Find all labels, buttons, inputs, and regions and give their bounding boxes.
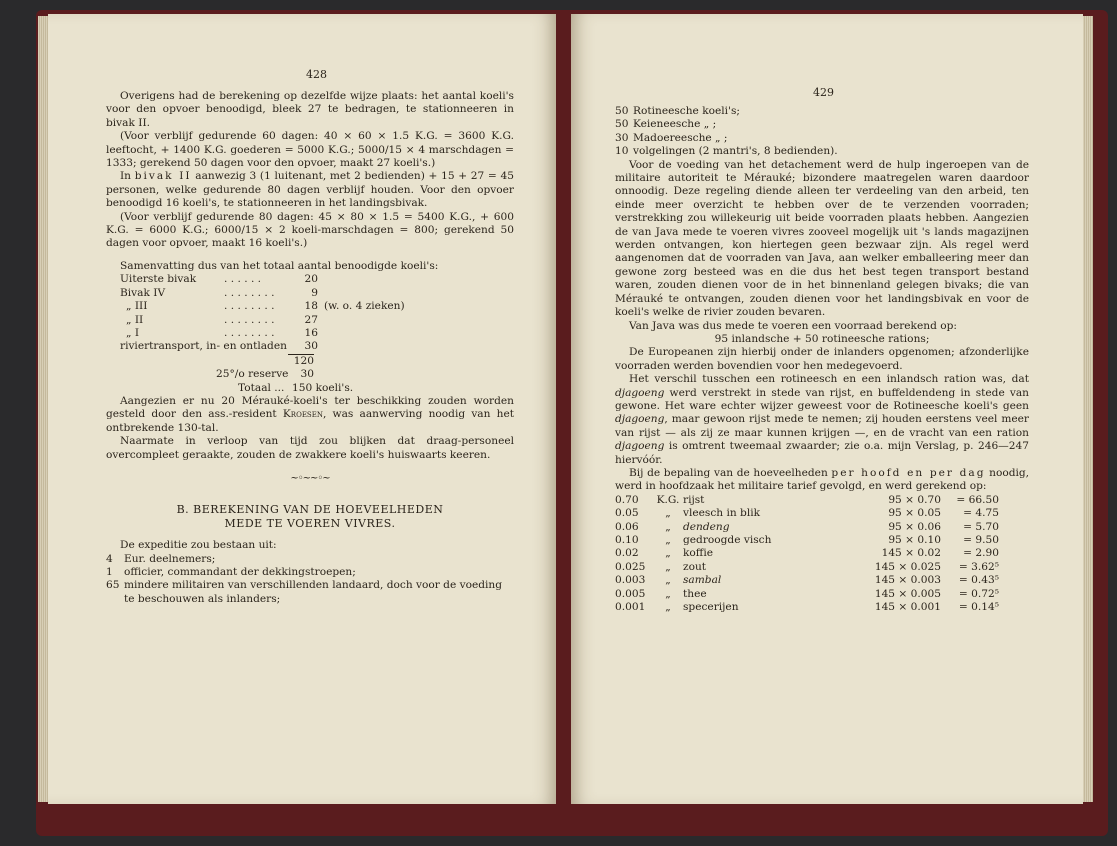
ration-unit: „ — [665, 547, 671, 560]
section-heading-sub: MEDE TE VOEREN VIVRES. — [224, 516, 396, 530]
ration-qty: 0.06 — [615, 520, 639, 533]
paragraph: (Voor verblijf gedurende 80 dagen: 45 × 80 × 1.5 = 5400 K.G., + 600 K.G. = 6000 K.G.; 6000/15 × 2 koeli-marschdagen = 800; gerekend 50 dagen voor opvoer, maakt 16 koeli's.) — [106, 210, 514, 250]
item-count: 50 — [615, 105, 629, 117]
total-value: 150 koeli's. — [292, 381, 354, 394]
ration-qty: 0.70 — [615, 493, 639, 506]
ration-result: = 4.75 — [963, 507, 999, 520]
ration-unit: „ — [665, 534, 671, 546]
summary-row — [120, 327, 514, 340]
summary-row — [120, 300, 514, 313]
ornament: ~◦~~◦~ — [290, 472, 330, 484]
ration-item: thee — [683, 587, 707, 600]
ration-calc: 95 × 0.10 — [888, 534, 941, 546]
table-row — [615, 507, 1029, 520]
italic-term: djagoeng — [615, 413, 665, 426]
item-count: 50 — [615, 118, 629, 131]
italic-term: djagoeng — [615, 386, 665, 399]
summary-row — [120, 273, 514, 286]
text-span: noodig, werd in hoofdzaak het militaire tarief gevolgd, en werd gerekend op: — [615, 466, 1030, 493]
ration-item: vleesch in blik — [683, 507, 761, 520]
ration-unit: „ — [665, 601, 671, 614]
ration-calc: 95 × 0.06 — [888, 520, 941, 533]
list-item — [615, 132, 1029, 145]
table-row — [615, 574, 1029, 587]
ration-result: = 9.50 — [963, 534, 999, 546]
text-span: Bij de bepaling van de hoeveelheden — [629, 466, 832, 479]
page-number: 429 — [813, 86, 834, 99]
summary-label: Uiterste bivak — [120, 273, 197, 286]
total-label: Totaal ... — [238, 381, 285, 394]
reserve-label: 25°/o reserve — [216, 368, 289, 381]
summary-dots: . . . . . . . . — [224, 300, 275, 313]
item-text: volgelingen (2 mantri's, 8 bedienden). — [633, 145, 838, 158]
item-count: 65 — [106, 579, 120, 592]
ration-item: sambal — [683, 574, 722, 587]
summary-note — [318, 287, 324, 300]
right-page — [571, 14, 1083, 804]
ration-result: = 2.90 — [963, 547, 999, 560]
item-text: Keieneesche „ ; — [633, 118, 717, 131]
ration-unit: „ — [665, 574, 671, 587]
ration-result: = 0.43⁵ — [958, 574, 999, 587]
text-span: werd verstrekt in stede van rijst, en buffeldendeng in stede van gewone. Het ware echter wijzer geweest voor de Rotineesche koeli's geen — [615, 386, 1029, 412]
text-span: Aangezien er nu 20 Mérauké-koeli's ter beschikking zouden worden gesteld door den ass.-resident — [106, 394, 514, 421]
summary-value: 20 — [304, 273, 318, 286]
table-row — [615, 547, 1029, 560]
ration-calc: 145 × 0.025 — [874, 560, 941, 573]
summary-label: „ III — [126, 300, 148, 313]
right-text-block — [615, 105, 1029, 614]
paragraph: Overigens had de berekening op dezelfde wijze plaats: het aantal koeli's voor den opvoer benoodigd, bleek 27 te bedragen, te stationneeren in bivak II. — [106, 90, 514, 129]
summary-note — [318, 314, 324, 327]
paragraph — [106, 170, 514, 210]
paragraph: Van Java was dus mede te voeren een voorraad berekend op: — [629, 319, 957, 332]
item-text: Madoereesche „ ; — [633, 131, 728, 144]
left-text-block — [106, 90, 514, 606]
item-text: Eur. deelnemers; — [124, 552, 216, 565]
ration-unit: K.G. — [656, 493, 680, 506]
reserve-row — [216, 368, 514, 381]
list-item — [615, 105, 1029, 118]
summary-note — [318, 273, 324, 286]
summary-value: 30 — [304, 340, 318, 353]
table-row — [615, 494, 1029, 507]
item-count: 30 — [615, 131, 629, 144]
list-item — [106, 553, 514, 566]
summary-note: (w. o. 4 zieken) — [324, 300, 405, 313]
ration-unit: „ — [665, 587, 671, 600]
list-item — [106, 579, 514, 606]
summary-note — [318, 340, 324, 353]
ration-table — [615, 494, 1029, 615]
summary-dots: . . . . . . . . — [224, 313, 275, 326]
summary-note — [318, 327, 324, 340]
summary-label: Bivak IV — [120, 286, 166, 299]
summary-dots: . . . . . . . . — [224, 286, 275, 299]
ration-calc: 95 × 0.05 — [888, 507, 941, 520]
ration-calc: 95 × 0.70 — [888, 493, 941, 506]
text-span: In — [120, 170, 135, 183]
summary-intro: Samenvatting dus van het totaal aantal benoodigde koeli's: — [120, 259, 439, 272]
summary-value: 18 — [304, 300, 318, 313]
list-item — [106, 566, 514, 579]
reserve-value: 30 — [300, 368, 314, 381]
paragraph — [615, 467, 1029, 494]
item-count: 4 — [106, 552, 113, 565]
ration-unit: „ — [665, 520, 671, 533]
table-row — [615, 521, 1029, 534]
text-span: , was aanwerving noodig van het ontbrekende 130-tal. — [106, 408, 514, 434]
ration-calc: 145 × 0.005 — [874, 587, 941, 600]
item-text: mindere militairen van verschillenden landaard, doch voor de voeding te beschouwen als inlanders; — [124, 579, 503, 605]
summary-row — [120, 340, 514, 353]
ration-qty: 0.005 — [615, 587, 646, 600]
item-count: 1 — [106, 566, 113, 578]
ration-item: specerijen — [683, 601, 739, 614]
summary-table — [120, 273, 514, 353]
ration-item: rijst — [683, 493, 705, 506]
name-smallcaps: Kroesen — [282, 408, 323, 421]
ration-item: dendeng — [683, 520, 730, 533]
ration-item: gedroogde visch — [683, 534, 772, 546]
item-count: 10 — [615, 145, 629, 158]
ration-unit: „ — [665, 560, 671, 573]
expedition-intro: De expeditie zou bestaan uit: — [120, 539, 277, 552]
summary-dots: . . . . . . . . — [224, 326, 275, 339]
summary-value: 9 — [311, 286, 318, 299]
personnel-list — [615, 105, 1029, 159]
subtotal: 120 — [288, 354, 314, 368]
expedition-list — [106, 553, 514, 607]
left-page — [48, 14, 556, 804]
summary-label: „ I — [126, 326, 140, 339]
paragraph: Voor de voeding van het detachement werd de hulp ingeroepen van de militaire autoriteit te Mérauké; bizondere maatregelen waren daardoor onnoodig. Deze regeling diende alleen ter verdeeling van den arbeid, ten einde meer overzicht te hebben over de te verzenden voorraden; verstrekking zou willekeurig uit beide voorraden plaats hebben. Aangezien de van Java mede te voeren vivres zooveel mogelijk uit 's lands magazijnen werden ontvangen, kon hiertegen geen bezwaar zijn. Als regel werd aangenomen dat de voorraden van Java, aan welker emballeering meer dan gewone zorg besteed was en die dus het best tegen transport bestand waren, zouden dienen voor de in het binnenland gelegen bivaks; die van Mérauké te ontvangen, zouden dienen voor het landingsbivak en voor de koeli's welke de rivier zouden bevaren. — [615, 158, 1029, 319]
summary-row — [120, 287, 514, 300]
text-span: , maar gewoon rijst mede te nemen; zij houden eerstens veel meer van rijst — als zij ze maar kunnen krijgen —, en de vracht van een ration — [615, 413, 1029, 439]
ration-qty: 0.02 — [615, 547, 639, 560]
paragraph: Naarmate in verloop van tijd zou blijken dat draag-personeel overcompleet geraakte, zouden de zwakkere koeli's huiswaarts keeren. — [106, 435, 514, 461]
ration-qty: 0.003 — [615, 574, 646, 587]
ration-item: koffie — [683, 547, 713, 560]
item-text: Rotineesche koeli's; — [633, 105, 740, 117]
spaced-text: per hoofd en per dag — [831, 466, 986, 479]
summary-label: riviertransport, in- en ontladen — [120, 340, 287, 353]
text-span: aanwezig 3 (1 luitenant, met 2 bedienden) + 15 + 27 = 45 personen, welke gedurende 80 dagen verblijf houden. Voor den opvoer benoodigd 16 koeli's, te stationneeren in het landingsbivak. — [106, 170, 514, 210]
paragraph — [615, 373, 1029, 467]
table-row — [615, 601, 1029, 614]
table-row — [615, 588, 1029, 601]
paragraph — [106, 395, 514, 435]
summary-dots: . . . . . . — [224, 273, 262, 286]
summary-value: 27 — [304, 313, 318, 326]
ration-item: zout — [683, 560, 707, 573]
summary-value: 16 — [304, 326, 318, 339]
section-heading: B. BEREKENING VAN DE HOEVEELHEDEN — [176, 503, 444, 517]
ration-qty: 0.05 — [615, 507, 639, 520]
table-row — [615, 534, 1029, 547]
total-row — [238, 382, 514, 395]
ration-formula: 95 inlandsche + 50 rotineesche rations; — [714, 332, 930, 345]
ration-result: = 66.50 — [956, 493, 999, 506]
paragraph: De Europeanen zijn hierbij onder de inlanders opgenomen; afzonderlijke voorraden werden bovendien voor hen medegevoerd. — [615, 346, 1029, 372]
item-text: officier, commandant der dekkingstroepen; — [124, 566, 356, 578]
list-item — [615, 118, 1029, 131]
ration-qty: 0.001 — [615, 601, 646, 614]
ration-qty: 0.10 — [615, 534, 639, 546]
ration-result: = 0.72⁵ — [958, 587, 999, 600]
ration-result: = 5.70 — [963, 520, 999, 533]
ration-calc: 145 × 0.001 — [874, 601, 941, 614]
list-item — [615, 145, 1029, 158]
ration-qty: 0.025 — [615, 560, 646, 573]
ration-calc: 145 × 0.003 — [874, 574, 941, 587]
italic-term: djagoeng — [615, 440, 665, 453]
page-number: 428 — [306, 68, 327, 81]
text-span: is omtrent tweemaal zwaarder; zie o.a. mijn Verslag, p. 246—247 hiervóór. — [615, 440, 1029, 466]
table-row — [615, 561, 1029, 574]
ration-result: = 0.14⁵ — [958, 601, 999, 614]
paragraph: (Voor verblijf gedurende 60 dagen: 40 × 60 × 1.5 K.G. = 3600 K.G. leeftocht, + 1400 K.G. goederen = 5000 K.G.; 5000/15 × 4 marschdagen = 1333; gerekend 50 dagen voor den opvoer, maakt 27 koeli's.) — [106, 130, 514, 170]
ration-result: = 3.62⁵ — [958, 560, 999, 573]
spaced-text: bivak II — [134, 170, 192, 183]
ration-calc: 145 × 0.02 — [881, 547, 941, 560]
summary-row — [120, 314, 514, 327]
summary-label: „ II — [126, 313, 144, 326]
ration-unit: „ — [665, 507, 671, 520]
text-span: Het verschil tusschen een rotineesch en een inlandsch ration was, dat — [629, 373, 1029, 386]
